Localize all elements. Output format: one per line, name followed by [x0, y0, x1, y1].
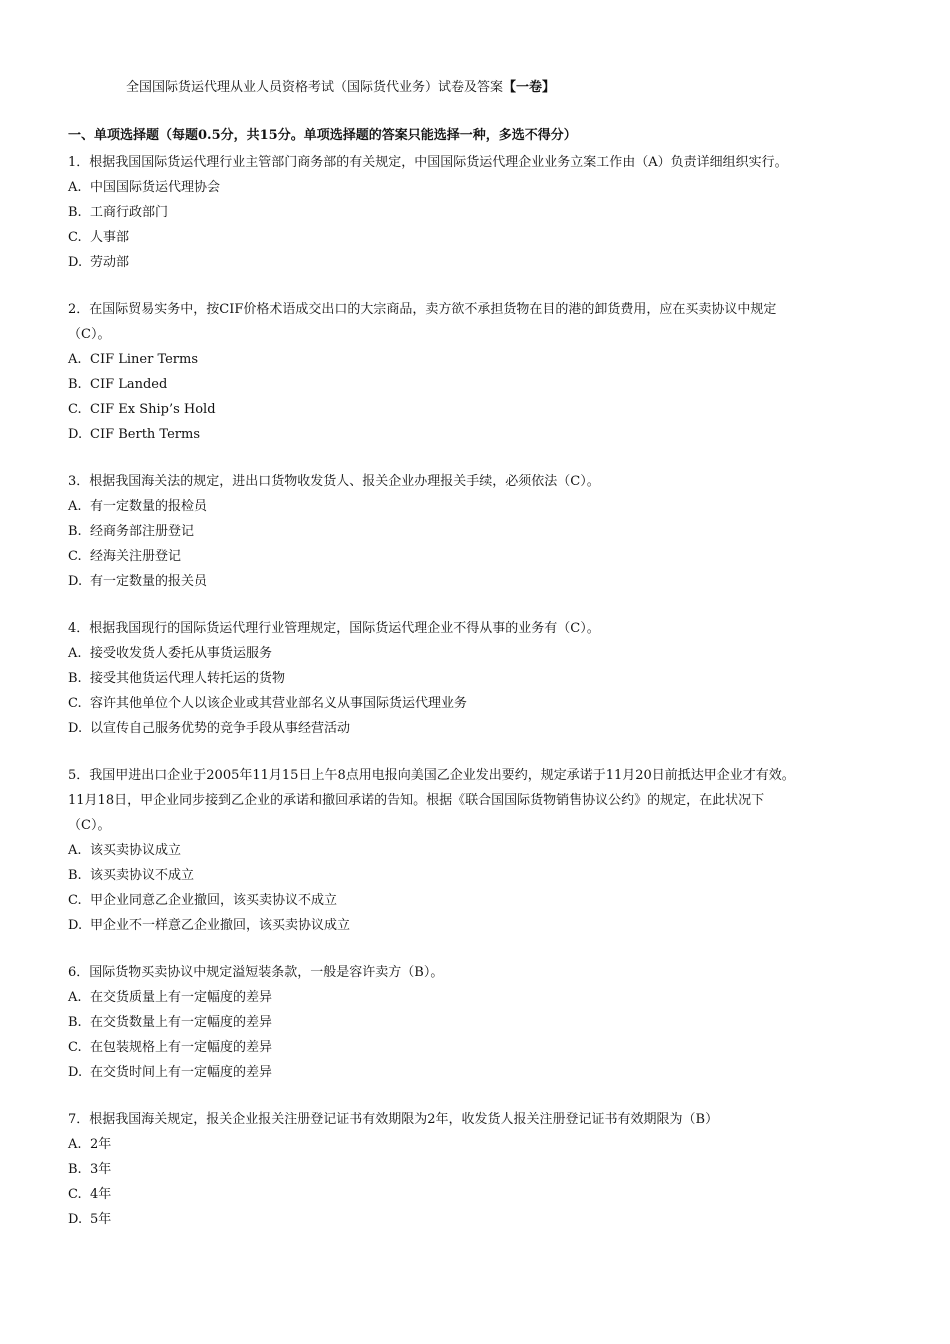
question-option: [68, 1157, 890, 1182]
section-heading-single-choice: 一、单项选择题（每题0.5分，共15分。单项选择题的答案只能选择一种，多选不得分）: [68, 128, 577, 143]
option-text: 有一定数量的报检员: [90, 499, 208, 514]
option-text: 该买卖协议成立: [90, 843, 182, 858]
question-stem: 7．根据我国海关规定，报关企业报关注册登记证书有效期限为2年，收发货人报关注册登记证书有效期限为（B）: [68, 1112, 719, 1127]
document-title-volume: 【一卷】: [503, 80, 556, 95]
question-option: [68, 838, 890, 863]
question-option: [68, 372, 890, 397]
question-stem: （C）。: [68, 327, 111, 342]
option-letter: D.: [68, 255, 83, 270]
question-option: [68, 200, 890, 225]
question-stem: 11月18日，甲企业同步接到乙企业的承诺和撤回承诺的告知。根据《联合国国际货物销售协议公约》的规定，在此状况下: [68, 793, 765, 808]
option-text: CIF Ex Ship’s Hold: [90, 402, 216, 417]
option-letter: B.: [68, 524, 82, 539]
question-6: [68, 960, 890, 1085]
option-letter: B.: [68, 671, 82, 686]
question-stem: 4．根据我国现行的国际货运代理行业管理规定，国际货运代理企业不得从事的业务有（C）。: [68, 621, 600, 636]
option-text: CIF Liner Terms: [90, 352, 199, 367]
option-letter: B.: [68, 1015, 82, 1030]
question-option: [68, 691, 890, 716]
option-text: 容许其他单位个人以该企业或其营业部名义从事国际货运代理业务: [90, 696, 468, 711]
question-option: [68, 716, 890, 741]
option-text: 中国国际货运代理协会: [90, 180, 221, 195]
question-stem: （C）。: [68, 818, 111, 833]
option-letter: D.: [68, 427, 83, 442]
option-text: 工商行政部门: [90, 205, 169, 220]
option-letter: B.: [68, 868, 82, 883]
option-text: 该买卖协议不成立: [90, 868, 195, 883]
option-letter: A.: [68, 499, 82, 514]
option-text: 在交货数量上有一定幅度的差异: [90, 1015, 273, 1030]
option-letter: D.: [68, 574, 83, 589]
question-option: [68, 347, 890, 372]
option-letter: A.: [68, 990, 82, 1005]
option-text: 2年: [90, 1137, 112, 1152]
question-option: [68, 641, 890, 666]
question-option: [68, 1132, 890, 1157]
option-text: 接受收发货人委托从事货运服务: [90, 646, 273, 661]
option-text: 经海关注册登记: [90, 549, 182, 564]
question-list: [68, 150, 890, 1232]
question-stem: 1．根据我国国际货运代理行业主管部门商务部的有关规定，中国国际货运代理企业业务立案工作由（A）负责详细组织实行。: [68, 155, 788, 170]
question-option: [68, 1035, 890, 1060]
question-option: [68, 250, 890, 275]
option-text: 接受其他货运代理人转托运的货物: [90, 671, 286, 686]
option-letter: D.: [68, 1065, 83, 1080]
option-letter: A.: [68, 352, 82, 367]
option-letter: D.: [68, 918, 83, 933]
option-letter: A.: [68, 180, 82, 195]
question-option: [68, 863, 890, 888]
option-letter: D.: [68, 721, 83, 736]
option-letter: A.: [68, 843, 82, 858]
option-letter: A.: [68, 1137, 82, 1152]
question-option: [68, 1010, 890, 1035]
option-text: 在交货质量上有一定幅度的差异: [90, 990, 273, 1005]
question-option: [68, 175, 890, 200]
question-option: [68, 544, 890, 569]
question-option: [68, 666, 890, 691]
option-letter: A.: [68, 646, 82, 661]
option-letter: D.: [68, 1212, 83, 1227]
question-option: [68, 985, 890, 1010]
question-option: [68, 494, 890, 519]
document-title-main: 全国国际货运代理从业人员资格考试（国际货代业务）试卷及答案: [126, 80, 504, 95]
question-5: [68, 763, 890, 938]
question-4: [68, 616, 890, 741]
option-letter: C.: [68, 1040, 82, 1055]
question-2: [68, 297, 890, 447]
option-text: 经商务部注册登记: [90, 524, 195, 539]
question-stem: 3．根据我国海关法的规定，进出口货物收发货人、报关企业办理报关手续，必须依法（C）。: [68, 474, 600, 489]
question-7: [68, 1107, 890, 1232]
question-option: [68, 397, 890, 422]
question-stem: 2．在国际贸易实务中，按CIF价格术语成交出口的大宗商品，卖方欲不承担货物在目的港的卸货费用，应在买卖协议中规定: [68, 302, 777, 317]
option-text: 甲企业不一样意乙企业撤回，该买卖协议成立: [90, 918, 351, 933]
question-option: [68, 1182, 890, 1207]
option-letter: B.: [68, 377, 82, 392]
option-letter: C.: [68, 696, 82, 711]
question-stem: 6．国际货物买卖协议中规定溢短装条款，一般是容许卖方（B）。: [68, 965, 444, 980]
option-text: 4年: [90, 1187, 112, 1202]
option-text: CIF Landed: [90, 377, 168, 392]
question-option: [68, 569, 890, 594]
option-text: 甲企业同意乙企业撤回，该买卖协议不成立: [90, 893, 338, 908]
option-text: 3年: [90, 1162, 112, 1177]
option-letter: C.: [68, 549, 82, 564]
option-text: 人事部: [90, 230, 130, 245]
question-3: [68, 469, 890, 594]
question-stem: 5．我国甲进出口企业于2005年11月15日上午8点用电报向美国乙企业发出要约，规定承诺于11月20日前抵达甲企业才有效。: [68, 768, 795, 783]
option-text: 以宣传自己服务优势的竞争手段从事经营活动: [90, 721, 351, 736]
question-option: [68, 422, 890, 447]
option-text: 在包装规格上有一定幅度的差异: [90, 1040, 273, 1055]
question-option: [68, 225, 890, 250]
option-letter: C.: [68, 402, 82, 417]
question-option: [68, 888, 890, 913]
option-text: 劳动部: [90, 255, 130, 270]
document-title: [126, 78, 890, 98]
option-text: 有一定数量的报关员: [90, 574, 208, 589]
question-1: [68, 150, 890, 275]
option-letter: C.: [68, 1187, 82, 1202]
question-option: [68, 913, 890, 938]
question-option: [68, 519, 890, 544]
question-option: [68, 1207, 890, 1232]
option-letter: C.: [68, 230, 82, 245]
option-letter: B.: [68, 1162, 82, 1177]
option-text: CIF Berth Terms: [90, 427, 200, 442]
option-text: 5年: [90, 1212, 112, 1227]
option-text: 在交货时间上有一定幅度的差异: [90, 1065, 273, 1080]
option-letter: B.: [68, 205, 82, 220]
option-letter: C.: [68, 893, 82, 908]
question-option: [68, 1060, 890, 1085]
